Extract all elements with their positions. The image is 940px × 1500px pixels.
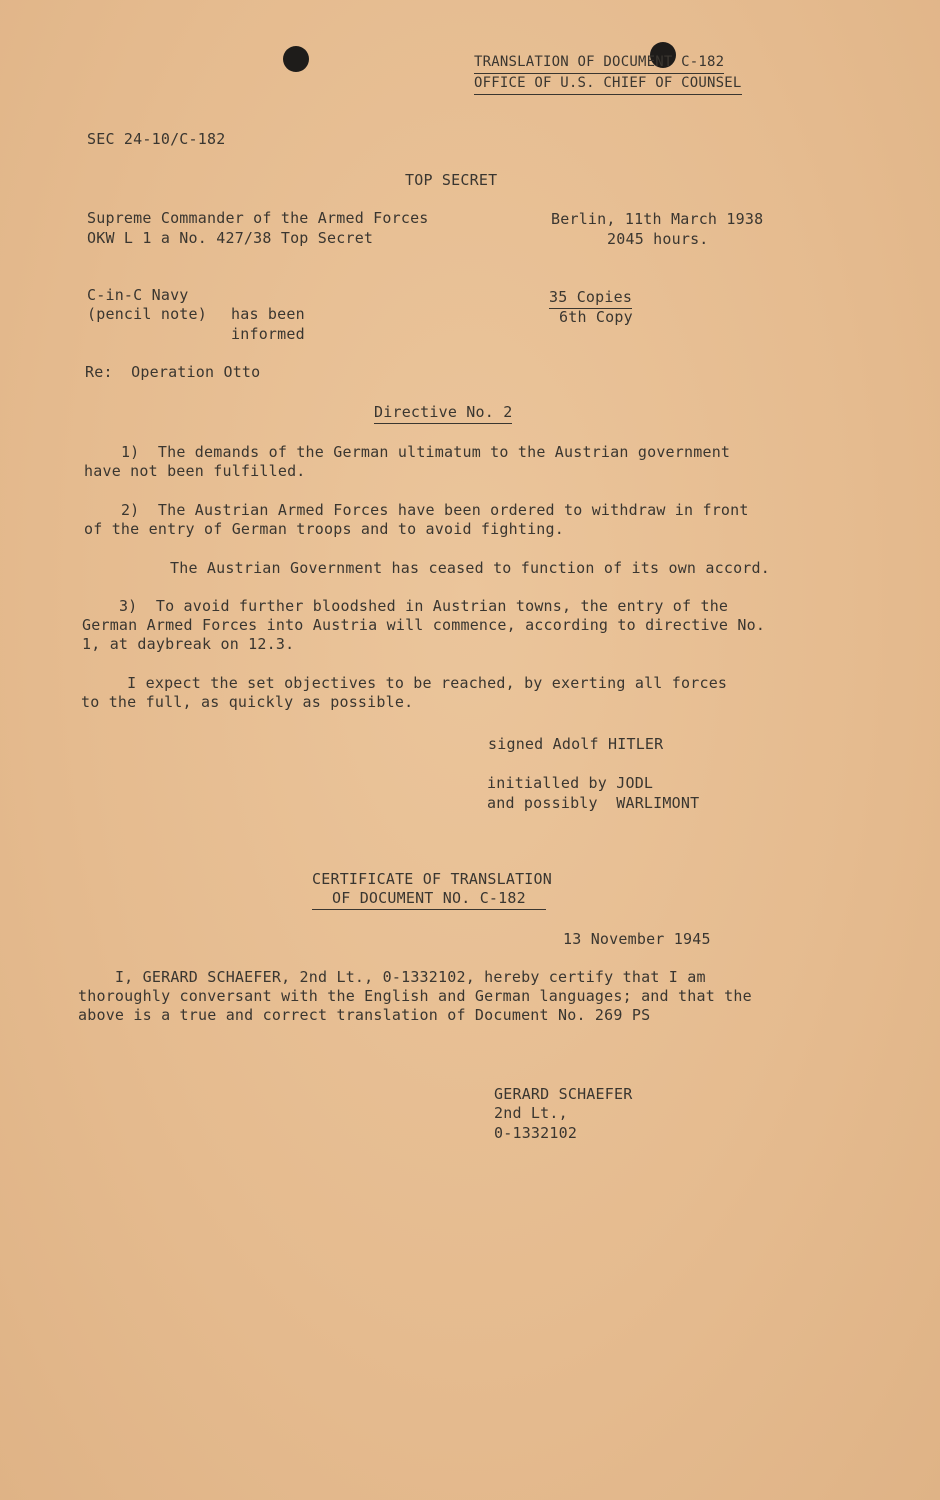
place-date-line-2: 2045 hours. <box>607 230 709 248</box>
distribution-line-3b: informed <box>231 325 305 343</box>
signed-line: signed Adolf HITLER <box>488 735 664 753</box>
subject-line: Re: Operation Otto <box>85 363 261 381</box>
directive-title: Directive No. 2 <box>374 402 512 424</box>
distribution-line-1: C-in-C Navy <box>87 286 189 304</box>
place-date-line-1: Berlin, 11th March 1938 <box>551 210 764 228</box>
paragraph-2b: The Austrian Government has ceased to function of its own accord. <box>170 559 770 577</box>
certificate-body: I, GERARD SCHAEFER, 2nd Lt., 0-1332102, hereby certify that I am thoroughly conversant with the English and German languages; and that the above is a true and correct translation of Document No. 269 PS <box>78 968 752 1024</box>
paragraph-2: 2) The Austrian Armed Forces have been ordered to withdraw in front of the entry of German troops and to avoid fighting. <box>84 501 749 538</box>
classification: TOP SECRET <box>405 171 498 189</box>
punch-hole-left <box>283 46 309 72</box>
initialled-line-1: initialled by JODL <box>487 774 654 792</box>
certificate-title-1: CERTIFICATE OF TRANSLATION <box>312 870 552 888</box>
paragraph-1: 1) The demands of the German ultimatum to the Austrian government have not been fulfilled. <box>84 443 731 480</box>
certificate-signature-name: GERARD SCHAEFER <box>494 1085 633 1103</box>
header-line-1: TRANSLATION OF DOCUMENT C-182 <box>474 52 724 74</box>
certificate-signature-rank: 2nd Lt., <box>494 1104 568 1122</box>
initialled-line-2: and possibly WARLIMONT <box>487 794 700 812</box>
certificate-signature-serial: 0-1332102 <box>494 1124 578 1142</box>
certificate-date: 13 November 1945 <box>563 930 711 948</box>
reference-number: SEC 24-10/C-182 <box>87 130 226 148</box>
sender-line-1: Supreme Commander of the Armed Forces <box>87 209 429 227</box>
copies-line-1: 35 Copies <box>549 287 632 309</box>
copies-line-2: 6th Copy <box>559 308 633 326</box>
sender-line-2: OKW L 1 a No. 427/38 Top Secret <box>87 229 374 247</box>
paragraph-4: I expect the set objectives to be reached, by exerting all forces to the full, as quickly as possible. <box>81 674 728 711</box>
certificate-title-2: OF DOCUMENT NO. C-182 <box>312 888 546 910</box>
header-line-2: OFFICE OF U.S. CHIEF OF COUNSEL <box>474 73 742 95</box>
paragraph-3: 3) To avoid further bloodshed in Austrian towns, the entry of the German Armed Forces into Austria will commence, according to directive No. 1, at daybreak on 12.3. <box>82 597 766 653</box>
distribution-line-2: (pencil note) <box>87 305 207 323</box>
distribution-line-3a: has been <box>231 305 305 323</box>
